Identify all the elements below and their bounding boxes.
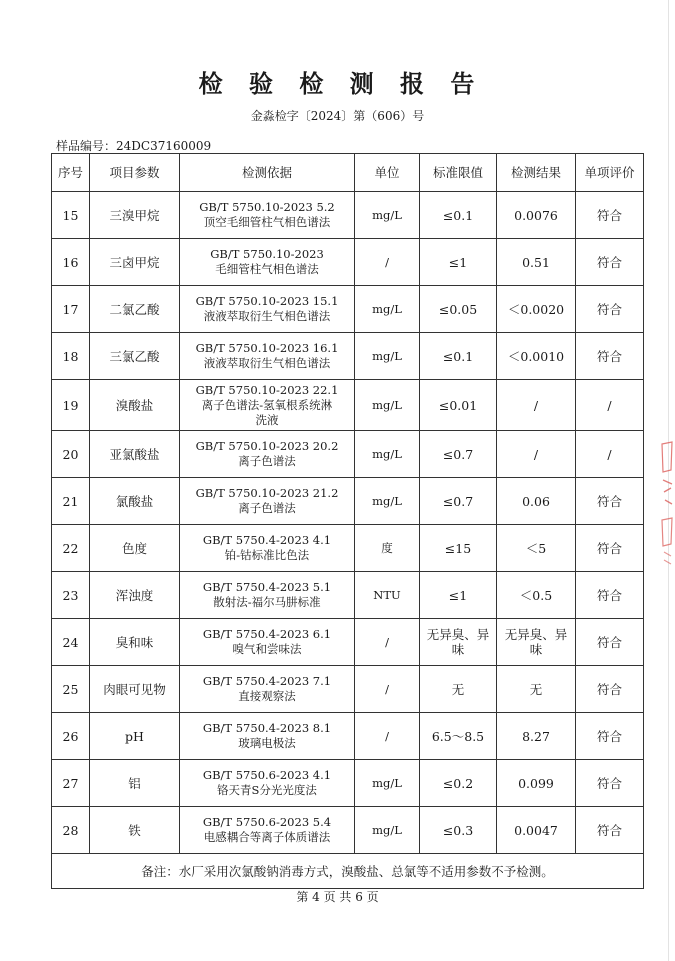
row-unit: / — [355, 619, 420, 666]
col-limit: 标准限值 — [420, 154, 497, 192]
row-item: pH — [90, 713, 180, 760]
row-seq: 22 — [52, 525, 90, 572]
table-row — [52, 286, 644, 333]
row-limit: 6.5～8.5 — [420, 713, 497, 760]
row-eval: 符合 — [576, 760, 644, 807]
table-header-row — [52, 154, 644, 192]
row-item: 臭和味 — [90, 619, 180, 666]
row-unit: mg/L — [355, 333, 420, 380]
row-method — [180, 478, 355, 525]
row-method — [180, 525, 355, 572]
row-result: / — [497, 431, 576, 478]
row-seq: 24 — [52, 619, 90, 666]
row-item: 三氯乙酸 — [90, 333, 180, 380]
row-unit: mg/L — [355, 192, 420, 239]
method-line: GB/T 5750.4-2023 5.1 — [202, 580, 332, 594]
row-eval: 符合 — [576, 807, 644, 854]
method-line: 顶空毛细管柱气相色谱法 — [203, 215, 331, 229]
row-unit: / — [355, 713, 420, 760]
row-item: 浑浊度 — [90, 572, 180, 619]
row-seq: 15 — [52, 192, 90, 239]
note-text: 备注：水厂采用次氯酸钠消毒方式，溴酸盐、总氯等不适用参数不予检测。 — [52, 854, 644, 889]
row-limit: ≤1 — [420, 572, 497, 619]
row-seq: 21 — [52, 478, 90, 525]
row-method — [180, 239, 355, 286]
row-unit: mg/L — [355, 380, 420, 431]
row-seq: 26 — [52, 713, 90, 760]
table-row — [52, 380, 644, 431]
row-seq: 27 — [52, 760, 90, 807]
row-limit: ≤0.7 — [420, 431, 497, 478]
table-row — [52, 333, 644, 380]
row-result: 8.27 — [497, 713, 576, 760]
row-result: 无异臭、异味 — [497, 619, 576, 666]
method-line: GB/T 5750.10-2023 21.2 — [195, 486, 339, 500]
row-eval: 符合 — [576, 525, 644, 572]
seal-stamp-edge — [660, 440, 674, 570]
row-item: 二氯乙酸 — [90, 286, 180, 333]
method-line: 嗅气和尝味法 — [232, 642, 302, 656]
row-method — [180, 431, 355, 478]
method-line: 电感耦合等离子体质谱法 — [203, 830, 331, 844]
row-item: 色度 — [90, 525, 180, 572]
method-line: 液液萃取衍生气相色谱法 — [203, 356, 331, 370]
method-line: 玻璃电极法 — [238, 736, 296, 750]
method-line: GB/T 5750.4-2023 4.1 — [202, 533, 332, 547]
table-body — [52, 192, 644, 854]
table-row — [52, 239, 644, 286]
row-eval: 符合 — [576, 286, 644, 333]
row-result: 0.099 — [497, 760, 576, 807]
row-result: ＜0.5 — [497, 572, 576, 619]
row-unit: mg/L — [355, 431, 420, 478]
method-line: 铬天青S分光光度法 — [217, 783, 317, 797]
row-limit: ≤0.01 — [420, 380, 497, 431]
row-result: 0.0047 — [497, 807, 576, 854]
method-line: GB/T 5750.10-2023 15.1 — [195, 294, 339, 308]
row-method — [180, 380, 355, 431]
table-row — [52, 760, 644, 807]
page-footer: 第 4 页 共 6 页 — [296, 890, 379, 904]
row-seq: 19 — [52, 380, 90, 431]
row-result: ＜5 — [497, 525, 576, 572]
method-line: GB/T 5750.10-2023 20.2 — [195, 439, 339, 453]
row-eval: 符合 — [576, 239, 644, 286]
row-method — [180, 192, 355, 239]
row-result: 0.06 — [497, 478, 576, 525]
row-limit: ≤1 — [420, 239, 497, 286]
method-line: 离子色谱法 — [238, 454, 296, 468]
row-result: ＜0.0020 — [497, 286, 576, 333]
row-unit: / — [355, 239, 420, 286]
row-item: 三溴甲烷 — [90, 192, 180, 239]
row-limit: ≤0.2 — [420, 760, 497, 807]
row-seq: 28 — [52, 807, 90, 854]
row-unit: NTU — [355, 572, 420, 619]
row-limit: 无异臭、异味 — [420, 619, 497, 666]
col-eval: 单项评价 — [576, 154, 644, 192]
row-unit: mg/L — [355, 760, 420, 807]
row-seq: 18 — [52, 333, 90, 380]
row-method — [180, 333, 355, 380]
table-row — [52, 619, 644, 666]
method-line: GB/T 5750.6-2023 5.4 — [202, 815, 332, 829]
row-eval: / — [576, 380, 644, 431]
method-line: GB/T 5750.10-2023 — [210, 247, 324, 261]
table-row — [52, 572, 644, 619]
row-eval: 符合 — [576, 333, 644, 380]
row-seq: 16 — [52, 239, 90, 286]
method-line: 铂-钴标准比色法 — [224, 548, 310, 562]
row-method — [180, 572, 355, 619]
table-row — [52, 431, 644, 478]
row-unit: mg/L — [355, 478, 420, 525]
row-limit: ≤0.05 — [420, 286, 497, 333]
row-method — [180, 713, 355, 760]
row-item: 肉眼可见物 — [90, 666, 180, 713]
row-limit: ≤15 — [420, 525, 497, 572]
table-row — [52, 713, 644, 760]
row-method — [180, 807, 355, 854]
row-eval: 符合 — [576, 619, 644, 666]
method-line: 毛细管柱气相色谱法 — [215, 262, 319, 276]
row-item: 铁 — [90, 807, 180, 854]
row-limit: ≤0.1 — [420, 333, 497, 380]
table-row — [52, 478, 644, 525]
row-unit: / — [355, 666, 420, 713]
row-unit: mg/L — [355, 286, 420, 333]
method-line: 散射法-福尔马肼标准 — [213, 595, 321, 609]
report-reference-number: 金淼检字〔2024〕第（606）号 — [250, 109, 425, 123]
report-title: 检 验 检 测 报 告 — [198, 69, 477, 98]
row-unit: mg/L — [355, 807, 420, 854]
method-line: 液液萃取衍生气相色谱法 — [203, 309, 331, 323]
row-method — [180, 286, 355, 333]
row-limit: ≤0.7 — [420, 478, 497, 525]
row-eval: 符合 — [576, 192, 644, 239]
col-seq: 序号 — [52, 154, 90, 192]
row-result: 0.51 — [497, 239, 576, 286]
method-line: GB/T 5750.4-2023 6.1 — [202, 627, 332, 641]
table-row — [52, 192, 644, 239]
row-method — [180, 619, 355, 666]
row-limit: ≤0.1 — [420, 192, 497, 239]
row-result: 0.0076 — [497, 192, 576, 239]
method-line: 离子色谱法-氢氧根系统淋 — [201, 397, 333, 412]
method-line: GB/T 5750.4-2023 7.1 — [202, 674, 332, 688]
row-seq: 25 — [52, 666, 90, 713]
method-line: GB/T 5750.10-2023 16.1 — [195, 341, 339, 355]
col-result: 检测结果 — [497, 154, 576, 192]
note-row — [52, 854, 644, 889]
row-item: 三卤甲烷 — [90, 239, 180, 286]
table-row — [52, 666, 644, 713]
col-method: 检测依据 — [180, 154, 355, 192]
row-method — [180, 760, 355, 807]
method-line: 直接观察法 — [238, 689, 296, 703]
method-line: GB/T 5750.10-2023 5.2 — [199, 200, 335, 214]
row-eval: 符合 — [576, 666, 644, 713]
row-eval: 符合 — [576, 478, 644, 525]
row-result: 无 — [497, 666, 576, 713]
row-seq: 20 — [52, 431, 90, 478]
row-seq: 17 — [52, 286, 90, 333]
method-line: GB/T 5750.4-2023 8.1 — [202, 721, 332, 735]
row-seq: 23 — [52, 572, 90, 619]
col-item: 项目参数 — [90, 154, 180, 192]
method-line: GB/T 5750.10-2023 22.1 — [195, 382, 339, 397]
row-limit: ≤0.3 — [420, 807, 497, 854]
row-item: 溴酸盐 — [90, 380, 180, 431]
row-item: 氯酸盐 — [90, 478, 180, 525]
row-unit: 度 — [355, 525, 420, 572]
method-line: GB/T 5750.6-2023 4.1 — [202, 768, 332, 782]
row-result: ＜0.0010 — [497, 333, 576, 380]
row-item: 亚氯酸盐 — [90, 431, 180, 478]
row-result: / — [497, 380, 576, 431]
row-eval: 符合 — [576, 713, 644, 760]
table-row — [52, 807, 644, 854]
row-eval: / — [576, 431, 644, 478]
table-row — [52, 525, 644, 572]
row-eval: 符合 — [576, 572, 644, 619]
method-line: 离子色谱法 — [238, 501, 296, 515]
method-line: 洗液 — [255, 412, 279, 427]
row-limit: 无 — [420, 666, 497, 713]
row-method — [180, 666, 355, 713]
sample-number: 样品编号：24DC37160009 — [56, 139, 212, 153]
col-unit: 单位 — [355, 154, 420, 192]
row-item: 铝 — [90, 760, 180, 807]
results-table — [51, 153, 644, 889]
